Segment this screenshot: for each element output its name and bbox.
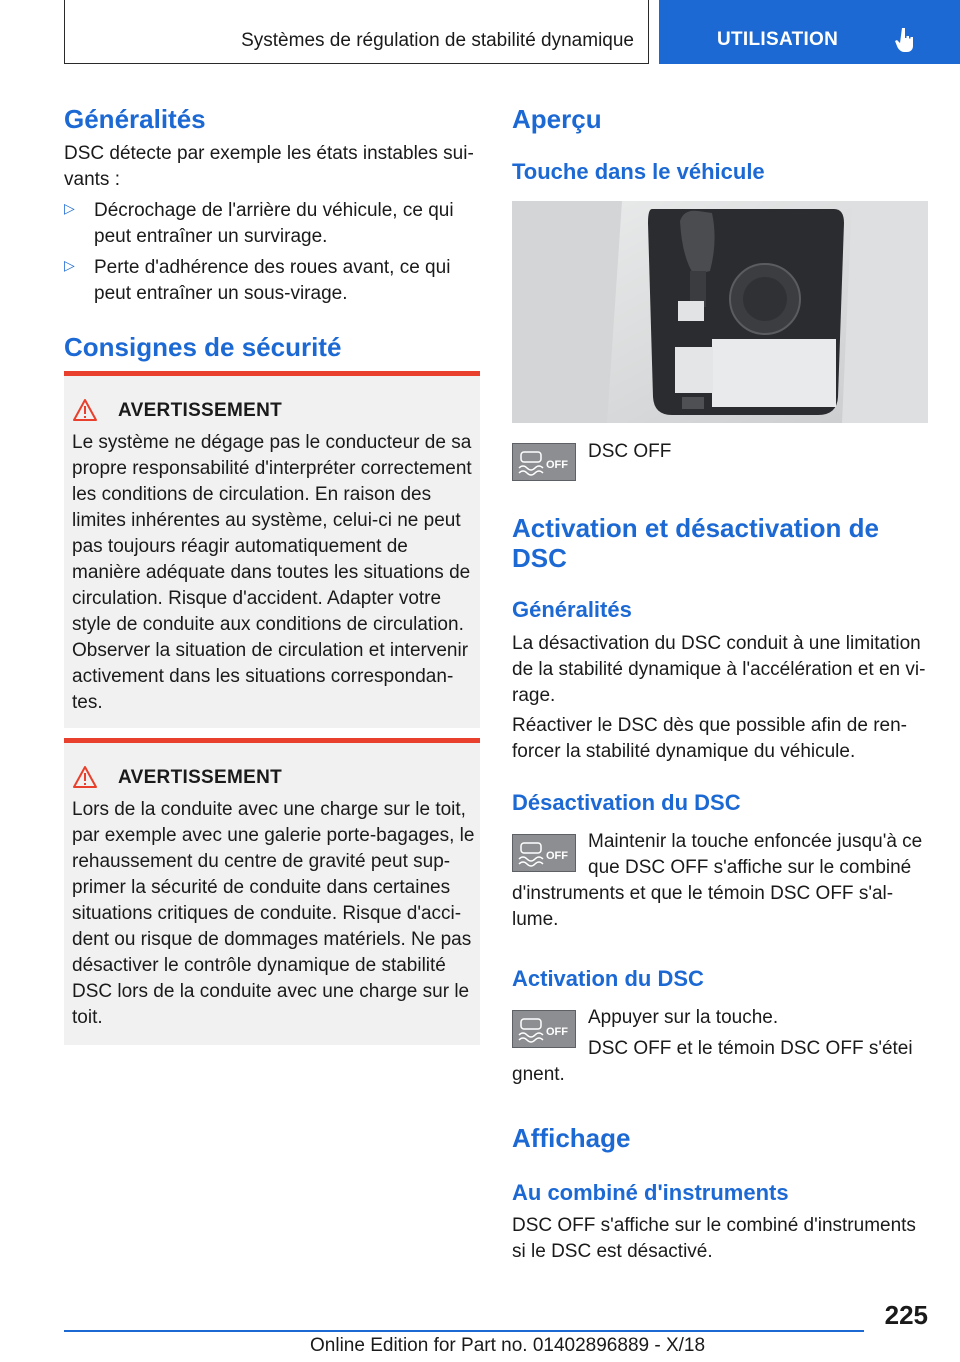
combine-title: Au combiné d'instruments [512, 1180, 789, 1205]
footer-rule [64, 1330, 864, 1332]
warning-box [64, 371, 480, 728]
warning-triangle-icon [72, 765, 98, 794]
touche-title: Touche dans le véhicule [512, 159, 765, 184]
activation-paragraph-1: Appuyer sur la touche. [588, 1007, 779, 1028]
pointing-hand-icon [895, 26, 915, 59]
activation-paragraph-2a: DSC OFF et le témoin DSC OFF s'étei [588, 1038, 913, 1059]
chapter-tab-label: UTILISATION [717, 29, 839, 50]
apercu-title: Aperçu [512, 104, 602, 134]
affichage-title: Affichage [512, 1123, 631, 1153]
dsc-off-button-icon [512, 1010, 576, 1048]
list-item-text: Décrochage de l'arrière du véhicule, ce qui peut entraîner un survirage. [94, 200, 454, 247]
page-number: 225 [884, 1300, 928, 1330]
warning-triangle-icon [72, 398, 98, 427]
warning-body: Le système ne dégage pas le conducteur de sa propre responsabilité d'interpréter correctement les conditions de circulation. En raison des limites inhérentes au système, celui-ci ne peut pas toujours réagir automatiquement de manière adéquate dans toutes les situations de circulation. Risque d'accident. Adapter votre style de conduite aux conditions de circulation. Observer la situation de circulation et intervenir activement dans les situations correspondantes. [72, 432, 472, 713]
desactivation-title: Désactivation du DSC [512, 790, 741, 815]
activation-du-title: Activation du DSC [512, 966, 704, 991]
desactivation-text-b: d'instruments et que le témoin DSC OFF s'allume. [512, 883, 894, 930]
activation-paragraph-2b: gnent. [512, 1064, 565, 1085]
chapter-tab[interactable] [659, 0, 960, 64]
center-console-photo [512, 201, 928, 423]
dsc-icon-text: OFF [546, 850, 568, 862]
footer-edition-text: Online Edition for Part no. 01402896889 - X/18 [310, 1335, 706, 1356]
list-item-text: Perte d'adhérence des roues avant, ce qui peut entraîner un sous-virage. [94, 257, 451, 304]
generalites-title: Généralités [64, 104, 206, 134]
generalites-paragraph-1: La désactivation du DSC conduit à une limitation de la stabilité dynamique à l'accélération et en virage. [512, 633, 926, 706]
running-header [64, 0, 649, 64]
warning-box [64, 738, 480, 1045]
dsc-icon-text: OFF [546, 1026, 568, 1038]
generalites-paragraph-2: Réactiver le DSC dès que possible afin de renforcer la stabilité dynamique du véhicule. [512, 715, 907, 762]
warning-title: AVERTISSEMENT [118, 400, 283, 421]
generalites-subtitle: Généralités [512, 597, 632, 622]
list-item [64, 198, 480, 250]
dsc-off-label: DSC OFF [588, 441, 672, 462]
activation-title: Activation et désactivation de DSC [512, 513, 879, 573]
triangle-bullet-icon: ▷ [64, 200, 75, 216]
safety-title: Consignes de sécurité [64, 332, 342, 362]
list-item [64, 255, 480, 307]
dsc-off-button-icon [512, 443, 576, 481]
triangle-bullet-icon: ▷ [64, 257, 75, 273]
combine-text: DSC OFF s'affiche sur le combiné d'instruments si le DSC est désactivé. [512, 1215, 916, 1262]
warning-title: AVERTISSEMENT [118, 767, 283, 788]
generalites-intro: DSC détecte par exemple les états instables suivants : [64, 143, 474, 190]
header-section-title: Systèmes de régulation de stabilité dynamique [241, 30, 634, 51]
dsc-icon-text: OFF [546, 459, 568, 471]
dsc-off-button-icon [512, 834, 576, 872]
warning-body: Lors de la conduite avec une charge sur le toit, par exemple avec une galerie porte-bagages, le rehaussement du centre de gravité peut supprimer la sécurité de conduite dans certaines situations critiques de conduite. Risque d'accident ou risque de dommages matériels. Ne pas désactiver le contrôle dynamique de stabilité DSC lors de la conduite avec une charge sur le toit. [72, 799, 475, 1028]
desactivation-text-a: Maintenir la touche enfoncée jusqu'à ce que DSC OFF s'affiche sur le combiné [588, 831, 923, 878]
